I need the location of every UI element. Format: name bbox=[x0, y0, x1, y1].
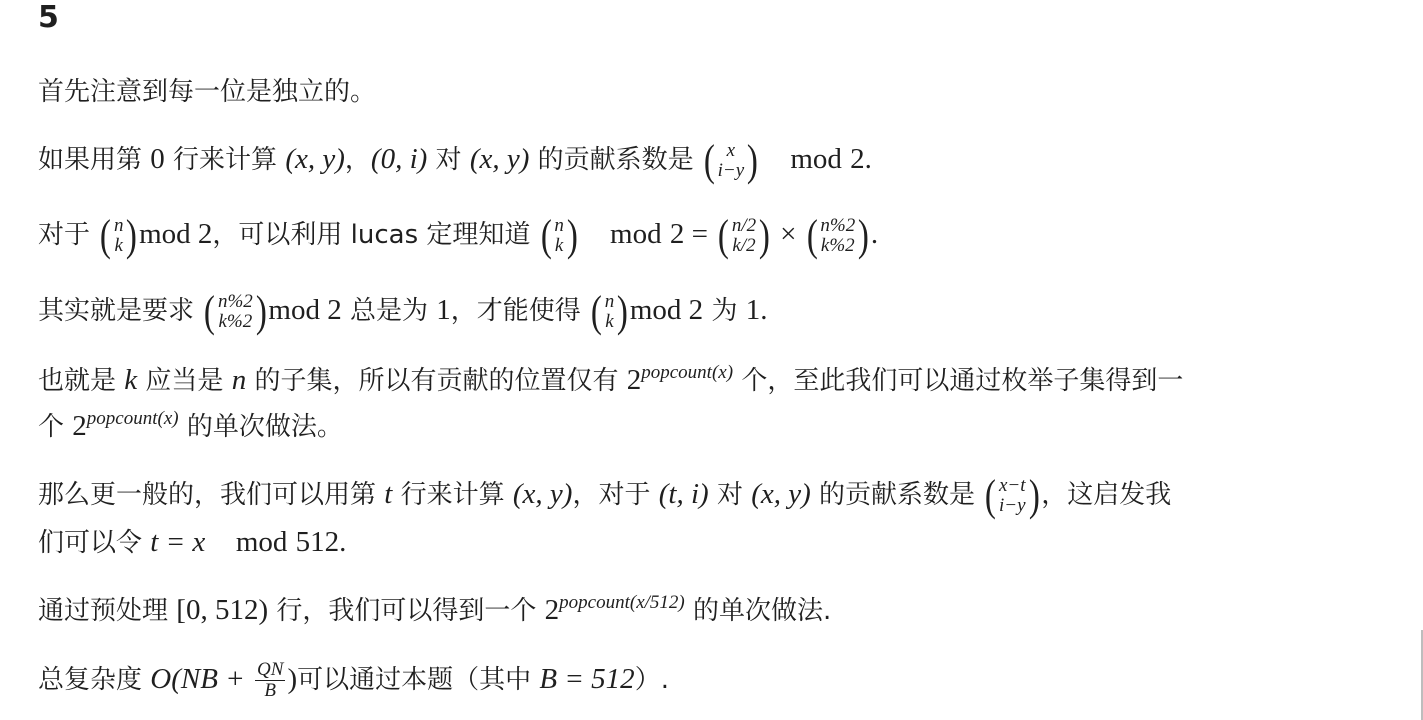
binom-top: n%2 bbox=[217, 290, 253, 312]
math-mod: mod bbox=[790, 143, 842, 175]
text: 那么更一般的，我们可以用第 bbox=[38, 480, 377, 510]
paragraph-subset-line1 bbox=[38, 357, 1183, 404]
text: 也就是 bbox=[38, 366, 117, 396]
math-times: × bbox=[780, 218, 797, 250]
paragraph-lucas-theorem bbox=[38, 211, 878, 258]
math-0i: (0, i) bbox=[370, 143, 428, 175]
text: 个 bbox=[38, 412, 65, 442]
text: ， bbox=[344, 145, 371, 175]
math-xy: (x, y) bbox=[285, 143, 345, 175]
math-fraction bbox=[255, 660, 285, 701]
text: 其实就是要求 bbox=[38, 296, 195, 326]
text: 行，我们可以得到一个 bbox=[276, 596, 537, 626]
binom-bottom: k bbox=[605, 310, 614, 332]
text: 总是为 bbox=[350, 296, 429, 326]
text: 的贡献系数是 bbox=[819, 480, 976, 510]
math-equation: t = x bbox=[150, 526, 206, 558]
math-xy: (x, y) bbox=[512, 478, 573, 510]
text: 可以通过本题（其中 bbox=[297, 665, 532, 695]
binomial-coefficient: ( n/2 k/2 ) bbox=[718, 210, 770, 260]
paragraph-subset-line2 bbox=[38, 403, 343, 450]
binom-top: n bbox=[113, 214, 124, 236]
math-mod: mod bbox=[610, 218, 662, 250]
math-two: 2. bbox=[850, 143, 872, 175]
math-ti: (t, i) bbox=[658, 478, 709, 510]
math-xy: (x, y) bbox=[469, 143, 530, 175]
math-b-equals: B = 512 bbox=[539, 663, 635, 695]
binom-top: n/2 bbox=[731, 214, 757, 236]
binomial-coefficient: ( n k ) bbox=[590, 286, 629, 336]
text: 为 bbox=[711, 296, 738, 326]
text: ）. bbox=[634, 665, 669, 695]
math-n: n bbox=[231, 364, 247, 396]
math-one: 1 bbox=[436, 294, 451, 326]
math-one: 1. bbox=[745, 294, 768, 326]
binomial-coefficient: ( n k ) bbox=[100, 210, 138, 260]
binom-bottom: i−y bbox=[998, 494, 1026, 516]
text: 通过预处理 bbox=[38, 596, 169, 626]
binom-bottom: i−y bbox=[717, 159, 745, 181]
fraction-denominator: B bbox=[264, 680, 277, 701]
math-t: t bbox=[384, 478, 393, 510]
math-mod-2: mod 2 bbox=[268, 294, 342, 326]
paragraph-mod2-condition bbox=[38, 287, 767, 334]
text: ，才能使得 bbox=[450, 296, 581, 326]
section-heading: 5 bbox=[38, 0, 59, 35]
math-k: k bbox=[124, 364, 138, 396]
text: ，这启发我 bbox=[1041, 480, 1172, 510]
binomial-coefficient: ( x i−y ) bbox=[703, 135, 758, 185]
math-range: [0, 512) bbox=[176, 594, 269, 626]
binom-bottom: k%2 bbox=[820, 234, 855, 256]
math-mod: mod bbox=[235, 526, 288, 558]
math-mod-2: mod 2 bbox=[629, 294, 704, 326]
math-close-paren: ) bbox=[287, 663, 298, 695]
text: ，可以利用 lucas 定理知道 bbox=[212, 220, 531, 250]
math-period: . bbox=[870, 218, 879, 250]
text: 行来计算 bbox=[400, 480, 505, 510]
paragraph-preprocess bbox=[38, 587, 831, 634]
binomial-coefficient: ( n%2 k%2 ) bbox=[204, 286, 267, 336]
math-512: 512. bbox=[295, 526, 347, 558]
math-big-o-open: O(NB + bbox=[150, 663, 245, 695]
math-equals: 2 = bbox=[669, 218, 708, 250]
paragraph-complexity bbox=[38, 656, 669, 703]
math-exponent: popcount(x/512) bbox=[559, 592, 685, 613]
math-exponent: popcount(x) bbox=[641, 362, 734, 383]
math-base: 2 bbox=[626, 364, 642, 396]
paragraph-row-t-line1 bbox=[38, 471, 1171, 518]
fraction-numerator: QN bbox=[257, 659, 284, 680]
text: 首先注意到每一位是独立的。 bbox=[38, 77, 377, 107]
text: 的单次做法。 bbox=[186, 412, 343, 442]
text: 的子集，所以有贡献的位置仅有 bbox=[254, 366, 619, 396]
binom-bottom: k/2 bbox=[732, 234, 756, 256]
paragraph-row-zero-contribution bbox=[38, 136, 872, 183]
text: 对 bbox=[435, 145, 462, 175]
binom-top: x−t bbox=[998, 474, 1026, 496]
paragraph-independence bbox=[38, 69, 376, 115]
text: 的贡献系数是 bbox=[537, 145, 694, 175]
text: 对 bbox=[716, 480, 743, 510]
binom-top: x bbox=[726, 139, 736, 161]
text: 如果用第 bbox=[38, 145, 143, 175]
binom-bottom: k bbox=[554, 234, 564, 256]
paragraph-row-t-line2 bbox=[38, 519, 346, 566]
math-mod-2: mod 2 bbox=[139, 218, 213, 250]
text: ，对于 bbox=[572, 480, 651, 510]
text: 应当是 bbox=[145, 366, 224, 396]
binom-bottom: k bbox=[114, 234, 123, 256]
text: 对于 bbox=[38, 220, 91, 250]
binomial-coefficient: ( x−t i−y ) bbox=[985, 470, 1040, 520]
binomial-coefficient: ( n%2 k%2 ) bbox=[806, 210, 870, 260]
binom-bottom: k%2 bbox=[218, 310, 253, 332]
binom-top: n bbox=[604, 290, 615, 312]
math-exponent: popcount(x) bbox=[86, 408, 179, 429]
text: 行来计算 bbox=[173, 145, 278, 175]
math-xy: (x, y) bbox=[751, 478, 811, 510]
binom-top: n%2 bbox=[820, 214, 856, 236]
text: 总复杂度 bbox=[38, 665, 143, 695]
binom-top: n bbox=[554, 214, 564, 236]
text: 个，至此我们可以通过枚举子集得到一 bbox=[741, 366, 1184, 396]
text: 的单次做法. bbox=[693, 596, 832, 626]
binomial-coefficient: ( n k ) bbox=[540, 210, 578, 260]
math-zero: 0 bbox=[150, 143, 165, 175]
text: 们可以令 bbox=[38, 528, 143, 558]
math-base: 2 bbox=[544, 594, 560, 626]
math-base: 2 bbox=[72, 410, 87, 442]
